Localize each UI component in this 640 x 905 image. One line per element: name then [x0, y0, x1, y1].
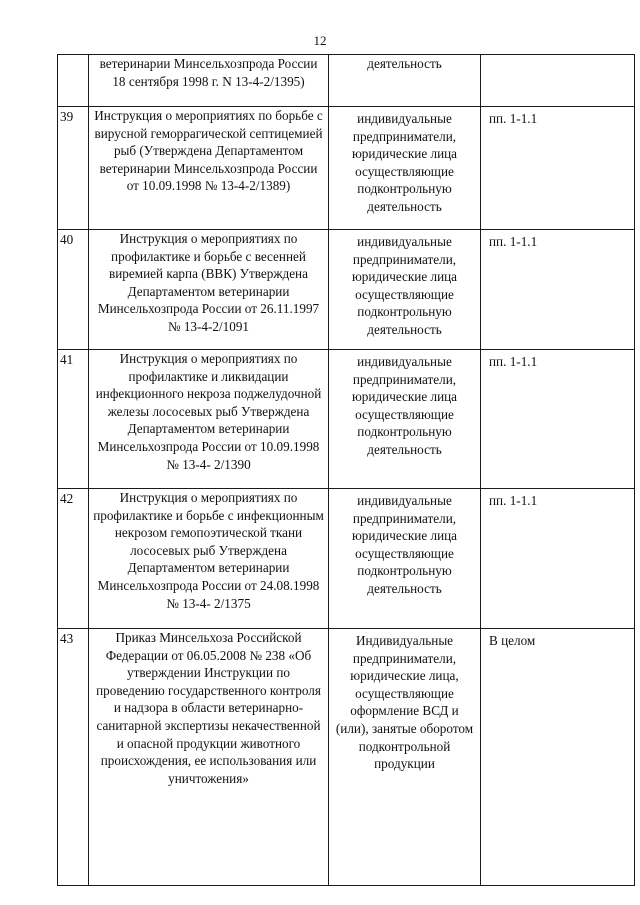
requirements-cell: пп. 1-1.1 [481, 230, 635, 350]
requirements-cell: пп. 1-1.1 [481, 350, 635, 489]
subjects-cell: индивидуальные предприниматели, юридические лица осуществляющие подконтрольную деятельность [329, 230, 481, 350]
subjects-cell: Индивидуальные предприниматели, юридические лица, осуществляющие оформление ВСД и (или), занятые оборотом подконтрольной продукции [329, 629, 481, 886]
subjects-cell: деятельность [329, 55, 481, 107]
requirements-cell: пп. 1-1.1 [481, 107, 635, 230]
document-cell: Инструкция о мероприятиях по борьбе с вирусной геморрагической септицемией рыб (Утверждена Департаментом ветеринарии Минсельхозпрода России от 10.09.1998 № 13-4-2/1389) [89, 107, 329, 230]
subjects-cell: индивидуальные предприниматели, юридические лица осуществляющие подконтрольную деятельность [329, 107, 481, 230]
row-number: 40 [58, 230, 89, 350]
subjects-cell: индивидуальные предприниматели, юридические лица осуществляющие подконтрольную деятельность [329, 489, 481, 629]
document-cell: Приказ Минсельхоза Российской Федерации от 06.05.2008 № 238 «Об утверждении Инструкции по проведению государственного контроля и надзора в области ветеринарно-санитарной экспертизы некачественной и опасной продукции животного происхождения, ее использования или уничтожения» [89, 629, 329, 886]
table-row [58, 230, 635, 350]
requirements-cell: В целом [481, 629, 635, 886]
document-cell: Инструкция о мероприятиях по профилактике и ликвидации инфекционного некроза поджелудочной железы лососевых рыб Утверждена Департаментом ветеринарии Минсельхозпрода России от 10.09.1998 № 13-4- 2/1390 [89, 350, 329, 489]
document-cell: Инструкция о мероприятиях по профилактике и борьбе с инфекционным некрозом гемопоэтической ткани лососевых рыб Утверждена Департаментом ветеринарии Минсельхозпрода России от 24.08.1998 № 13-4- 2/1375 [89, 489, 329, 629]
table-row [58, 55, 635, 107]
page-number: 12 [313, 33, 327, 48]
table-row [58, 107, 635, 230]
table-row [58, 350, 635, 489]
row-number: 43 [58, 629, 89, 886]
regulations-table [57, 54, 635, 886]
row-number: 41 [58, 350, 89, 489]
subjects-cell: индивидуальные предприниматели, юридические лица осуществляющие подконтрольную деятельность [329, 350, 481, 489]
requirements-cell [481, 55, 635, 107]
document-cell: ветеринарии Минсельхозпрода России 18 сентября 1998 г. N 13-4-2/1395) [89, 55, 329, 107]
table-row [58, 489, 635, 629]
table-row [58, 629, 635, 886]
requirements-cell: пп. 1-1.1 [481, 489, 635, 629]
row-number: 42 [58, 489, 89, 629]
row-number: 39 [58, 107, 89, 230]
row-number [58, 55, 89, 107]
document-cell: Инструкция о мероприятиях по профилактике и борьбе с весенней виремией карпа (ВВК) Утверждена Департаментом ветеринарии Минсельхозпрода России от 26.11.1997 № 13-4-2/1091 [89, 230, 329, 350]
